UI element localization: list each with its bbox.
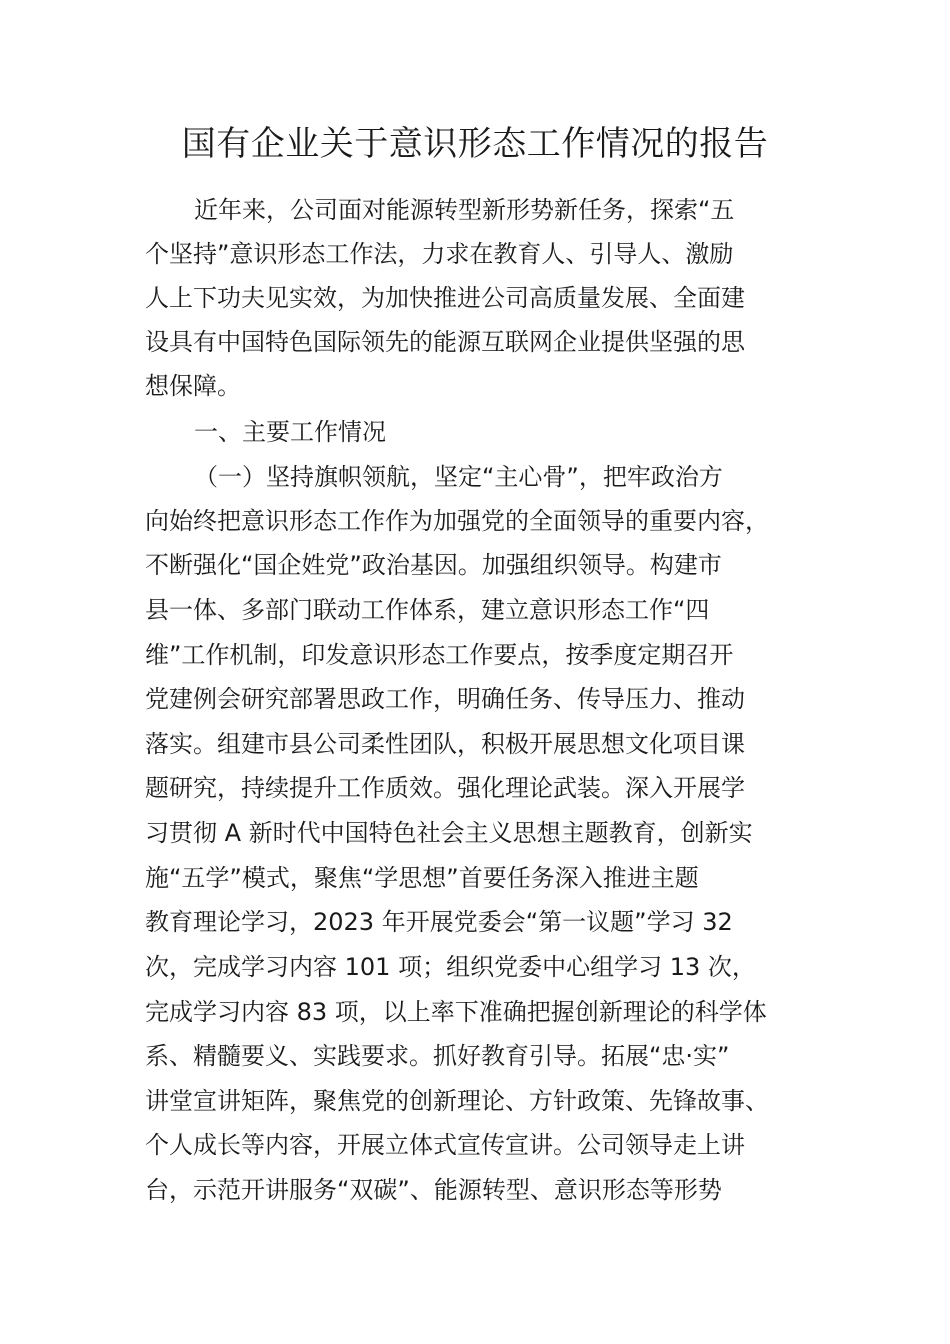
document-title: 国有企业关于意识形态工作情况的报告 (181, 124, 769, 164)
paragraph-line: 题研究，持续提升工作质效。强化理论武装。深入开展学 (145, 774, 745, 802)
paragraph-line: 施“五学”模式，聚焦“学思想”首要任务深入推进主题 (145, 864, 699, 892)
paragraph-line: 想保障。 (145, 372, 241, 400)
paragraph-line: 不断强化“国企姓党”政治基因。加强组织领导。构建市 (145, 551, 722, 579)
paragraph-line: 系、精髓要义、实践要求。抓好教育引导。拓展“忠·实” (145, 1042, 730, 1070)
paragraph-line: 个坚持”意识形态工作法，力求在教育人、引导人、激励 (145, 240, 734, 268)
paragraph-line: 教育理论学习，2023 年开展党委会“第一议题”学习 32 (145, 908, 733, 936)
paragraph-line: 维”工作机制，印发意识形态工作要点，按季度定期召开 (145, 641, 734, 669)
paragraph-line: 讲堂宣讲矩阵，聚焦党的创新理论、方针政策、先锋故事、 (145, 1087, 769, 1115)
paragraph-line: 台，示范开讲服务“双碳”、能源转型、意识形态等形势 (145, 1176, 722, 1204)
paragraph-line: 向始终把意识形态工作作为加强党的全面领导的重要内容， (145, 507, 769, 535)
paragraph-line: 近年来，公司面对能源转型新形势新任务，探索“五 (194, 196, 735, 224)
paragraph-line: 落实。组建市县公司柔性团队，积极开展思想文化项目课 (145, 730, 745, 758)
paragraph-line: 县一体、多部门联动工作体系，建立意识形态工作“四 (145, 596, 710, 624)
paragraph-line: 设具有中国特色国际领先的能源互联网企业提供坚强的思 (145, 328, 745, 356)
paragraph-line: （一）坚持旗帜领航，坚定“主心骨”，把牢政治方 (194, 463, 723, 491)
paragraph-line: 完成学习内容 83 项，以上率下准确把握创新理论的科学体 (145, 998, 767, 1026)
paragraph-line: 次，完成学习内容 101 项；组织党委中心组学习 13 次， (145, 953, 756, 981)
paragraph-line: 党建例会研究部署思政工作，明确任务、传导压力、推动 (145, 685, 745, 713)
paragraph-line: 习贯彻 A 新时代中国特色社会主义思想主题教育，创新实 (145, 819, 753, 847)
section-heading: 一、主要工作情况 (194, 418, 386, 446)
paragraph-line: 个人成长等内容，开展立体式宣传宣讲。公司领导走上讲 (145, 1131, 745, 1159)
paragraph-line: 人上下功夫见实效，为加快推进公司高质量发展、全面建 (145, 284, 745, 312)
